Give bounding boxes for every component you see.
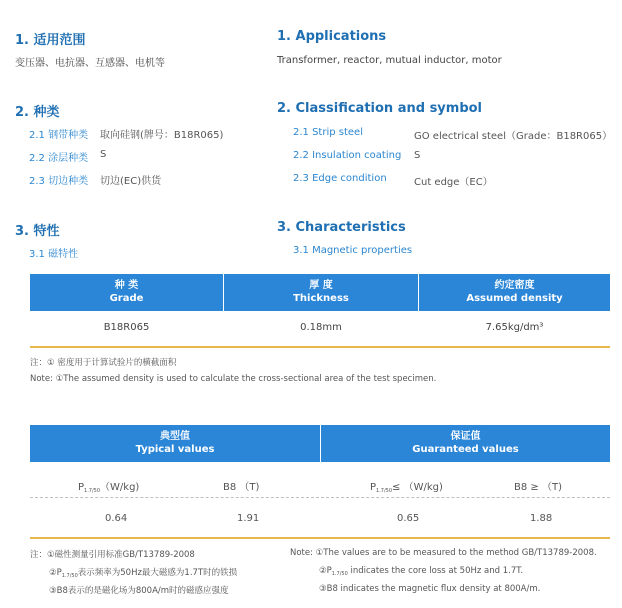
edge-value-en: Cut edge（EC） bbox=[414, 177, 493, 188]
strip-steel-value-cn: 取向硅钢(牌号：B18R065) bbox=[100, 130, 224, 141]
edge-label-cn: 2.3 切边种类 bbox=[29, 176, 89, 187]
edge-value-cn: 切边(EC)供货 bbox=[100, 176, 162, 187]
table1-cell-thickness: 0.18mm bbox=[300, 322, 342, 333]
measurement-note-en-1: Note: ①The values are to be measured to the method GB/T13789-2008. bbox=[290, 548, 597, 558]
measurement-note-cn-2: $②P_{1.7/50}$表示频率为50Hz最大磁感为1.7T时的铁损 bbox=[49, 568, 238, 579]
table1-bottom-rule bbox=[30, 346, 610, 348]
guaranteed-core-loss-header: $P_{1.7/50}\le (W/kg)$ bbox=[370, 482, 443, 494]
typical-core-loss-header: $P_{1.7/50}(W/kg)$ bbox=[78, 482, 140, 494]
section-3-title-cn: 3. 特性 bbox=[15, 224, 60, 239]
typical-flux-density-header: B8 （T) bbox=[223, 482, 260, 493]
density-note-en: Note: ①The assumed density is used to calculate the cross-sectional area of the test specimen. bbox=[30, 374, 437, 384]
coating-value-en: S bbox=[414, 150, 421, 161]
applications-text-en: Transformer, reactor, mutual inductor, motor bbox=[277, 55, 502, 66]
strip-steel-label-cn: 2.1 钢带种类 bbox=[29, 130, 89, 141]
table2-dashed-divider bbox=[30, 497, 610, 498]
strip-steel-value-en: GO electrical steel（Grade：B18R065） bbox=[414, 131, 613, 142]
edge-label-en: 2.3 Edge condition bbox=[293, 173, 387, 184]
magnetic-properties-label-cn: 3.1 磁特性 bbox=[29, 249, 79, 260]
guaranteed-flux-density-value: 1.88 bbox=[530, 513, 553, 524]
measurement-note-cn-1: 注：①磁性测量引用标准GB/T13789-2008 bbox=[30, 550, 195, 560]
guaranteed-flux-density-header: B8 ≥ （T) bbox=[514, 482, 562, 493]
section-1-title-cn: 1. 适用范围 bbox=[15, 33, 86, 48]
guaranteed-core-loss-value: 0.65 bbox=[397, 513, 420, 524]
coating-value-cn: S bbox=[100, 149, 107, 160]
section-2-title-cn: 2. 种类 bbox=[15, 105, 60, 120]
applications-text-cn: 变压器、电抗器、互感器、电机等 bbox=[15, 58, 165, 69]
table1-header-density: 约定密度 Assumed density bbox=[419, 274, 610, 311]
section-3-title-en: 3. Characteristics bbox=[277, 220, 406, 235]
table1-header-thickness: 厚 度 Thickness bbox=[224, 274, 418, 311]
section-2-title-en: 2. Classification and symbol bbox=[277, 101, 483, 116]
table1-cell-density: 7.65kg/dm³ bbox=[485, 322, 544, 333]
coating-label-en: 2.2 Insulation coating bbox=[293, 150, 402, 161]
typical-core-loss-value: 0.64 bbox=[105, 513, 128, 524]
magnetic-properties-label-en: 3.1 Magnetic properties bbox=[293, 245, 413, 256]
typical-flux-density-value: 1.91 bbox=[237, 513, 260, 524]
strip-steel-label-en: 2.1 Strip steel bbox=[293, 127, 363, 138]
measurement-note-en-3: ③B8 indicates the magnetic flux density at 800A/m. bbox=[319, 584, 541, 594]
measurement-note-en-2: $②P_{1.7/50}$ indicates the core loss at 50Hz and 1.7T. bbox=[319, 566, 524, 577]
table1-cell-grade: B18R065 bbox=[103, 322, 150, 333]
table1-header-grade: 种 类 Grade bbox=[30, 274, 223, 311]
coating-label-cn: 2.2 涂层种类 bbox=[29, 153, 89, 164]
table2-header-typical: 典型值 Typical values bbox=[30, 425, 320, 462]
density-note-cn: 注：① 密度用于计算试验片的横截面积 bbox=[30, 358, 177, 368]
table2-bottom-rule bbox=[30, 537, 610, 539]
section-1-title-en: 1. Applications bbox=[277, 29, 387, 44]
table2-header-guaranteed: 保证值 Guaranteed values bbox=[321, 425, 610, 462]
measurement-note-cn-3: ③B8表示的是磁化场为800A/m时的磁感应强度 bbox=[49, 586, 229, 596]
